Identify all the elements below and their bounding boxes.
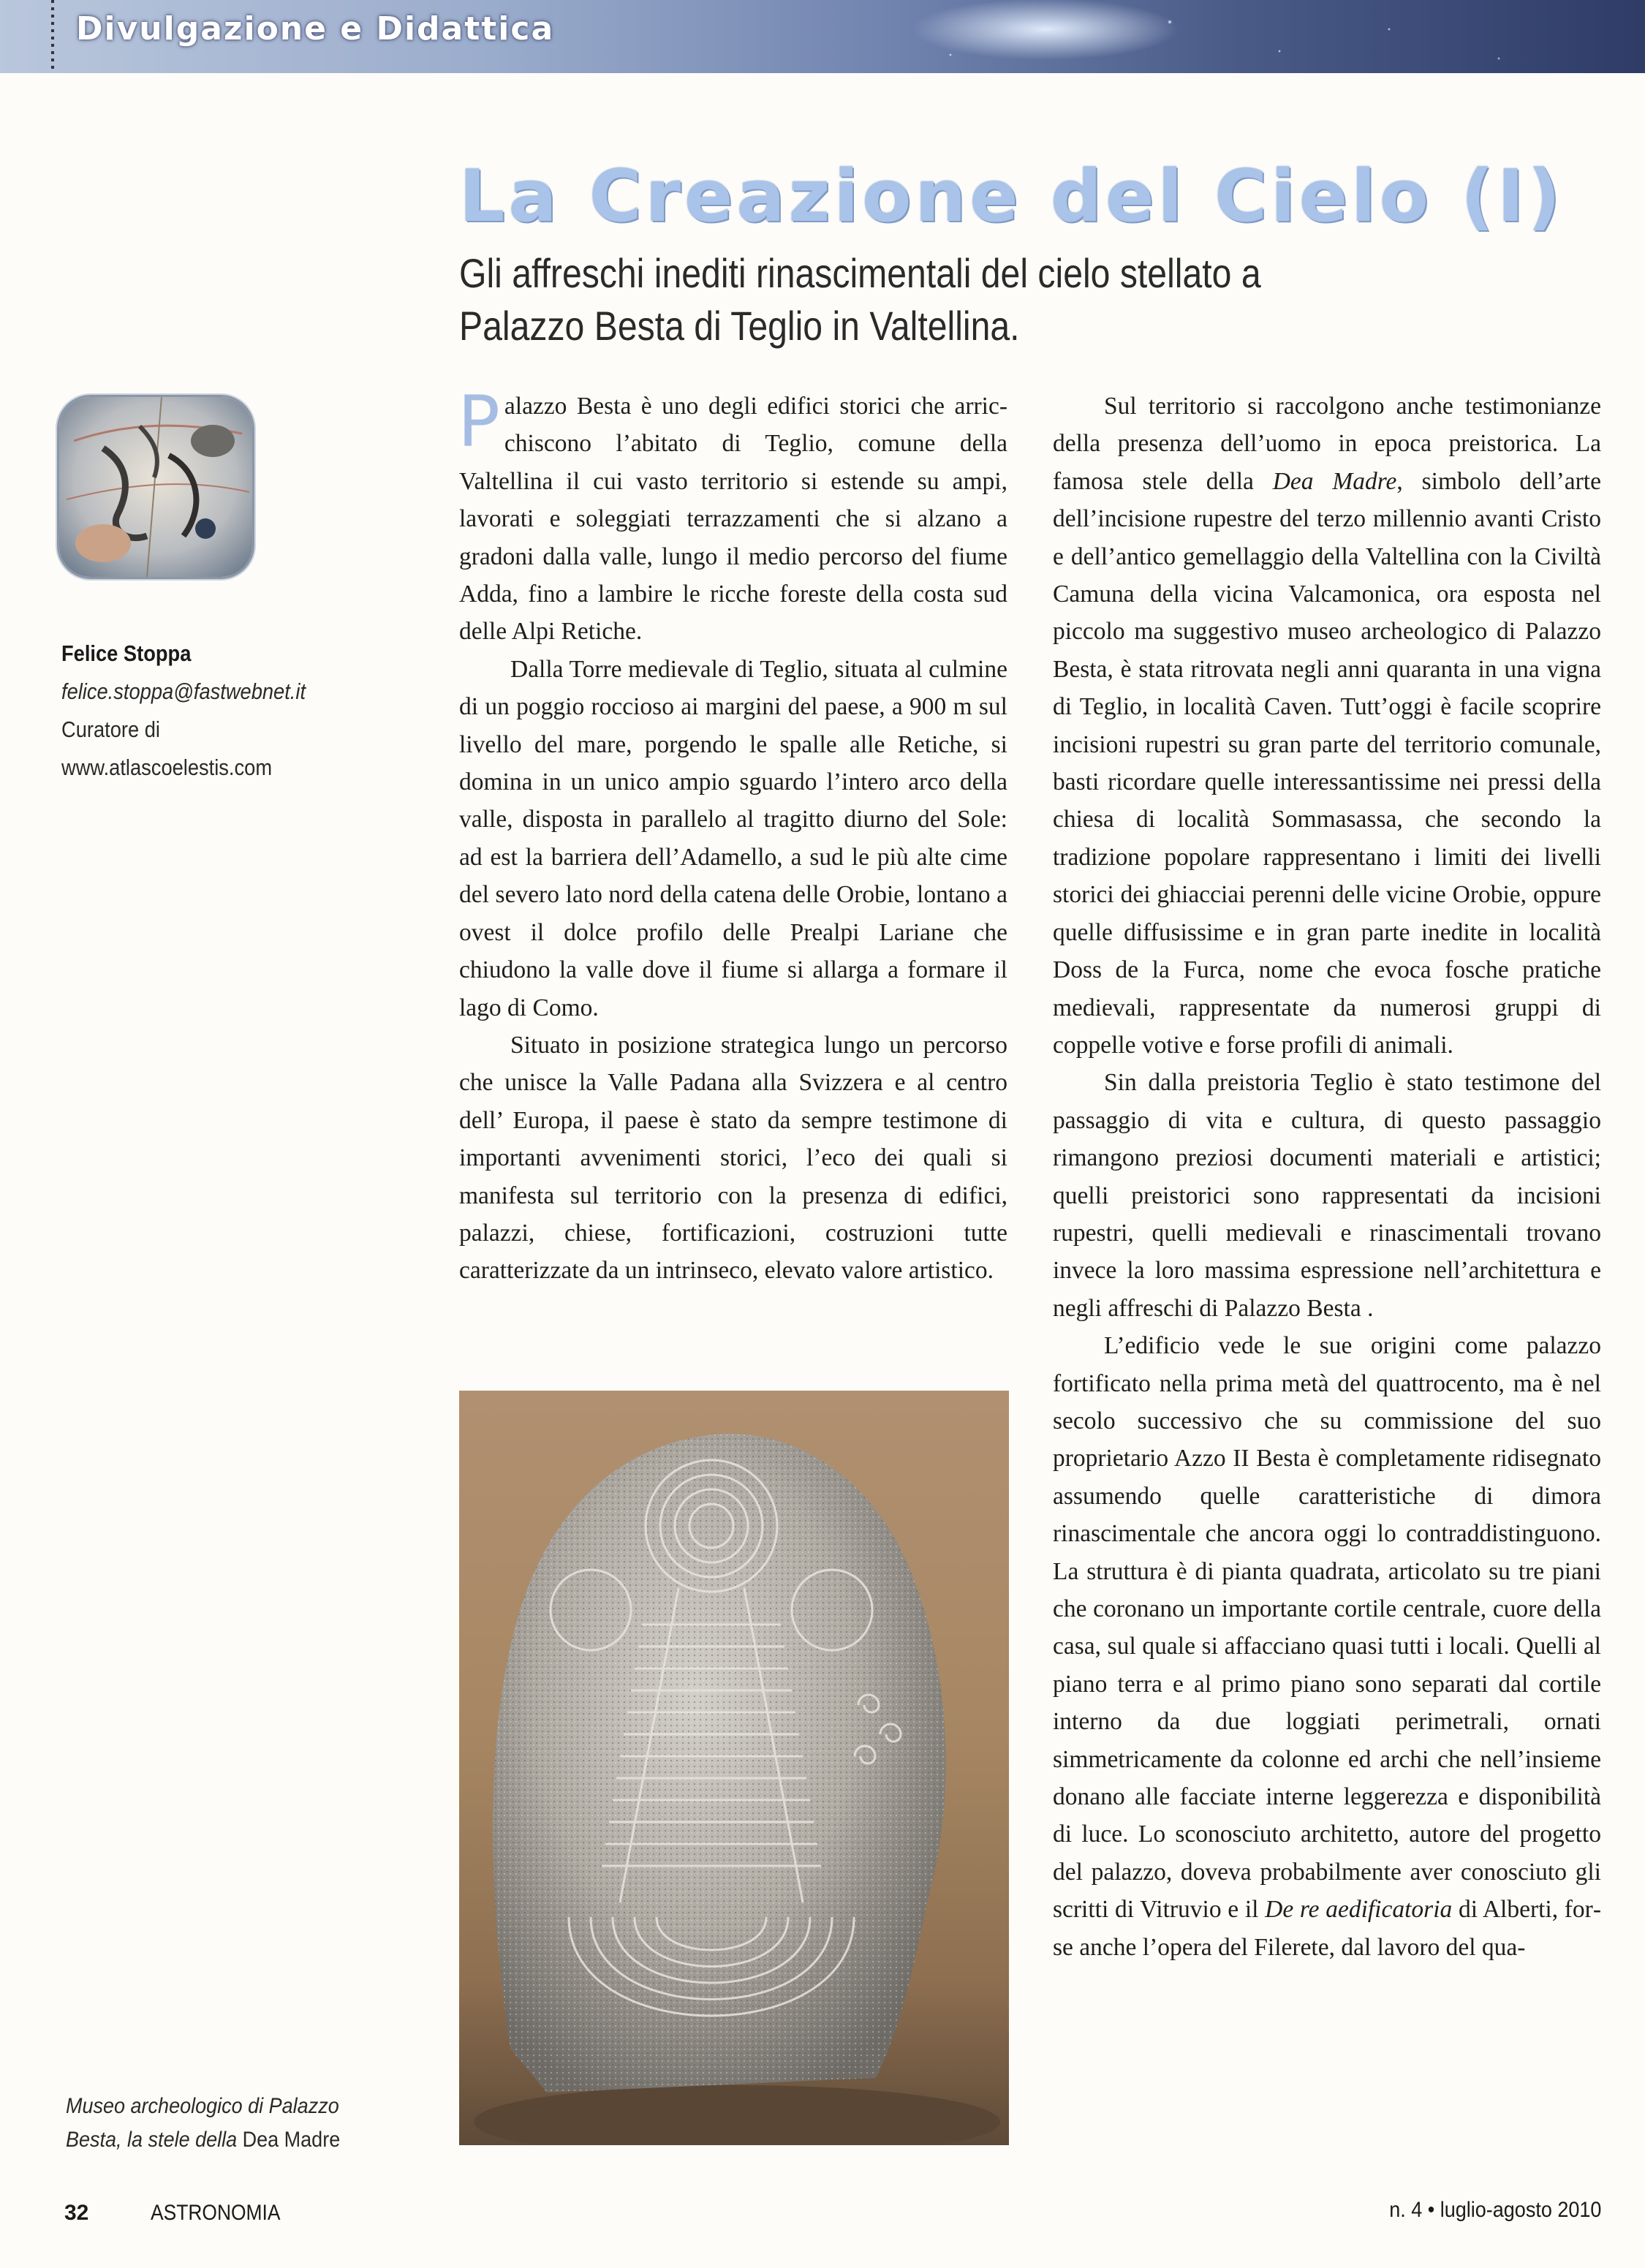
stele-illustration [459, 1391, 1009, 2145]
magazine-name: ASTRONOMIA [151, 2201, 281, 2225]
paragraph-text: alazzo Besta è uno degli edifici storici che arricchiscono l’abitato di Teglio, comune della Valtellina il cui vasto territorio si estende su ampi, lavorati e soleggiati terrazzamenti che si alzano a gradoni dalla valle, lungo il medio percorso del fiume Adda, fino a lambire le ricche foreste della costa sud delle Alpi Retiche. [459, 393, 1007, 646]
emphasis-text: Dea Madre [1272, 467, 1397, 495]
section-banner [0, 0, 1645, 73]
caption-subject: Dea Madre [237, 2128, 341, 2152]
page-number: 32 [64, 2201, 89, 2225]
body-paragraph [458, 381, 1007, 651]
article-subtitle: Gli affreschi inediti rinascimentali del cielo stellato a Palazzo Besta di Teglio in Valtellina. [459, 250, 1261, 349]
author-name: Felice Stoppa [61, 640, 192, 666]
author-thumbnail-image [57, 395, 254, 579]
section-title: Divulgazione e Didattica [76, 10, 555, 48]
body-paragraph: Sin dalla preistoria Teglio è stato testimone del passaggio di vita e cultura, di questo passaggio rimangono preziosi documenti materiali e artistici; quelli preistorici sono rappresentati da incisioni rupestri, quelli medievali e rinascimentali trovano invece la loro massima espressione nell’architettura e negli affreschi di Palazzo Besta . [1053, 1069, 1601, 1322]
article-column-right [1053, 388, 1601, 1966]
paragraph-text: di Alberti, forse anche l’opera del Filerete, dal lavoro del qua- [1053, 1896, 1601, 1961]
stele-photograph [459, 1391, 1009, 2145]
caption-text: Museo archeologico di Palazzo Besta, la stele della [66, 2094, 339, 2152]
paragraph-text: , simbolo dell’arte dell’incisione rupestre del terzo millennio avanti Cristo e dell’antico gemellaggio della Valtellina con la Civiltà Camuna della vicina Valcamonica, ora esposta nel piccolo ma suggestivo museo archeologico di Palazzo Besta, è stata ritrovata negli anni quaranta in una vigna di Teglio, in località Caven. Tutt’oggi è facile scoprire incisioni rupestri su gran parte del territorio comunale, basti ricordare quelle interessantissime nei pressi della chiesa di località Sommasassa, che secondo la tradizione popolare rappresentano i limiti dei livelli storici dei ghiacciai perenni delle vicine Orobie, oppure quelle diffusissime e in gran parte inedite in località Doss de la Furca, nome che evoca fosche pratiche medievali, rappresentate da numerosi gruppi di coppelle votive e forse profili di animali. [1053, 467, 1601, 1059]
author-email-link[interactable]: felice.stoppa@fastwebnet.it [61, 678, 306, 704]
author-role: Curatore di [61, 717, 160, 742]
author-website-link[interactable]: www.atlascoelestis.com [61, 755, 273, 780]
drop-cap: P [458, 381, 500, 463]
banner-dotted-rule [51, 0, 54, 73]
article-column-left [458, 381, 1007, 1290]
article-title: La Creazione del Cielo (I) [459, 155, 1565, 238]
figure-caption [66, 2090, 368, 2157]
fresco-thumbnail-illustration [59, 397, 252, 577]
body-paragraph: Dalla Torre medievale di Teglio, situata al culmine di un poggio roccioso ai margini del paese, a 900 m sul livello del mare, porgendo le spalle alle Retiche, si domina in un unico ampio sguardo l’intero arco della valle, disposta in parallelo al tragitto diurno del Sole: ad est la barriera dell’Adamello, a sud le più alte cime del severo lato nord della catena delle Orobie, lontano a ovest il dolce profilo delle Prealpi Lariane che chiudono la valle dove il fiume si allarga a formare il lago di Como. [459, 655, 1007, 1021]
paragraph-text: L’edificio vede le sue origini come palazzo fortificato nella prima metà del quattrocento, ma è nel secolo successivo che su commissione del suo proprietario Azzo II Besta è completamente ridisegnato assumendo quelle caratteristiche di dimora rinascimentale che ancora oggi lo contraddistinguono. La struttura è di pianta quadrata, articolato su tre piani che coronano un importante cortile centrale, cuore della casa, sul quale si affacciano quasi tutti i locali. Quelli al piano terra e al primo piano sono separati dal cortile interno da due loggiati perimetrali, ornati simmetricamente da colonne ed archi che nell’insieme donano alle facciate interne leggerezza e disponibilità di luce. Lo sconosciuto architetto, autore del progetto del palazzo, doveva probabilmente aver conosciuto gli scritti di Vitruvio e il [1053, 1332, 1601, 1924]
paragraph-text: Sul territorio si raccolgono anche testimonianze della presenza dell’uomo in epoca preistorica. La famosa stele della [1053, 393, 1601, 495]
emphasis-text: De re aedificatoria [1265, 1896, 1453, 1924]
body-paragraph [1053, 388, 1601, 1064]
issue-info: n. 4 • luglio-agosto 2010 [1388, 2198, 1601, 2222]
body-paragraph [1053, 1327, 1601, 1966]
body-paragraph: Situato in posizione strategica lungo un percorso che unisce la Valle Padana alla Svizzera e al centro dell’ Europa, il paese è stato da sempre testimone di importanti avvenimenti storici, l’eco dei quali si manifesta sul territorio con la presenza di edifici, palazzi, chiese, fortificazioni, costruzioni tutte caratterizzate da un intrinseco, elevato valore artistico. [459, 1031, 1007, 1285]
